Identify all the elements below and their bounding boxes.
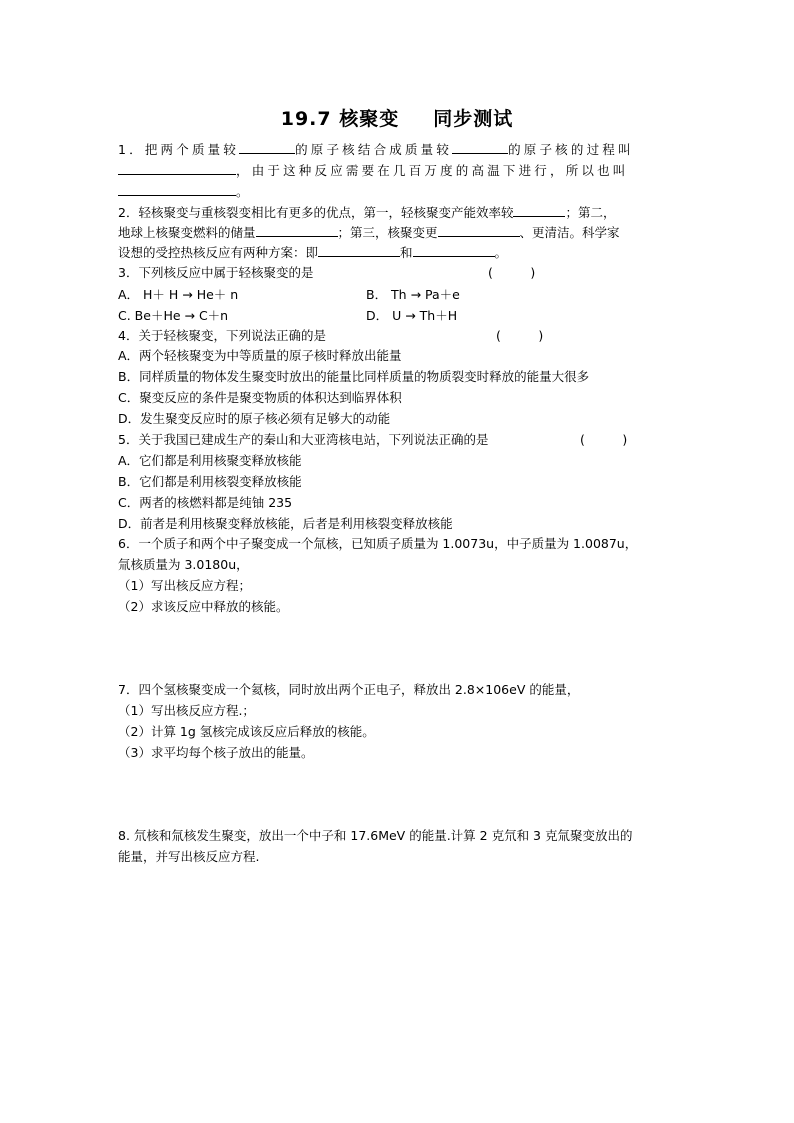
q3-option-b[interactable]: B． Th → Pa＋e [366,287,460,302]
title-main: 核聚变 [339,108,400,130]
q3-option-a[interactable]: A． H＋ H → He＋ n [118,287,239,302]
q3-option-c[interactable]: C. Be＋He → C＋n [118,308,229,323]
answer-blank[interactable] [452,141,508,154]
q6-sub-1: （1）写出核反应方程； [118,578,251,593]
q7-sub-2: （2）计算 1g 氢核完成该反应后释放的核能。 [118,724,375,739]
q6-line-2: 氚核质量为 3.0180u， [118,557,249,572]
q6-line-1: 6．一个质子和两个中子聚变成一个氚核，已知质子质量为 1.0073u，中子质量为 1.0087u， [118,536,638,551]
q1-line-1: 1．把两个质量较 的原子核结合成质量较 的原子核的过程叫 [118,142,634,157]
q5-option-c[interactable]: C．两者的核燃料都是纯铀 235 [118,495,293,510]
title-sub: 同步测试 [433,108,514,130]
q5-answer-paren[interactable]: ( ) [580,432,628,447]
answer-blank[interactable] [438,224,520,237]
answer-blank[interactable] [318,244,400,257]
q3-answer-paren[interactable]: ( ) [488,265,536,280]
q4-stem: 4．关于轻核聚变，下列说法正确的是 [118,328,326,343]
q2-line-2: 地球上核聚变燃料的储量 ；第三，核聚变更 、更清洁。科学家 [118,225,620,240]
answer-blank[interactable] [513,204,565,217]
q3-option-d[interactable]: D． U → Th＋H [366,308,458,323]
q8-line-1: 8. 氘核和氚核发生聚变，放出一个中子和 17.6MeV 的能量.计算 2 克氘和 3 克氚聚变放出的 [118,828,633,843]
q5-option-d[interactable]: D．前者是利用核聚变释放核能，后者是利用核裂变释放核能 [118,516,453,531]
answer-blank[interactable] [413,244,495,257]
answer-blank[interactable] [118,162,236,175]
answer-blank[interactable] [239,141,295,154]
q6-sub-2: （2）求该反应中释放的核能。 [118,599,289,614]
q4-option-d[interactable]: D．发生聚变反应时的原子核必须有足够大的动能 [118,411,391,426]
q4-option-a[interactable]: A．两个轻核聚变为中等质量的原子核时释放出能量 [118,348,402,363]
q1-line-2: ，由于这种反应需要在几百万度的高温下进行，所以也叫 [118,162,629,179]
q5-option-b[interactable]: B．它们都是利用核裂变释放核能 [118,474,302,489]
q7-line-1: 7．四个氢核聚变成一个氦核，同时放出两个正电子，释放出 2.8×106eV 的能量， [118,682,580,697]
q4-option-c[interactable]: C．聚变反应的条件是聚变物质的体积达到临界体积 [118,390,402,405]
q3-stem: 3．下列核反应中属于轻核聚变的是 [118,265,314,280]
title-number: 19.7 [280,108,332,130]
answer-blank[interactable] [118,183,236,196]
q2-line-1: 2．轻核聚变与重核裂变相比有更多的优点，第一，轻核聚变产能效率较 ；第二， [118,205,616,220]
q7-sub-3: （3）求平均每个核子放出的能量。 [118,745,314,760]
q4-answer-paren[interactable]: ( ) [496,328,544,343]
q1-line-3: 。 [118,183,249,200]
q5-option-a[interactable]: A．它们都是利用核聚变释放核能 [118,453,302,468]
page-title [0,104,794,131]
q8-line-2: 能量，并写出核反应方程. [118,849,260,864]
q7-sub-1: （1）写出核反应方程.； [118,703,255,718]
answer-blank[interactable] [256,224,338,237]
q4-option-b[interactable]: B．同样质量的物体发生聚变时放出的能量比同样质量的物质裂变时释放的能量大很多 [118,369,590,384]
q5-stem: 5．关于我国已建成生产的秦山和大亚湾核电站，下列说法正确的是 [118,432,489,447]
q2-line-3: 设想的受控热核反应有两种方案：即 和 。 [118,245,508,260]
